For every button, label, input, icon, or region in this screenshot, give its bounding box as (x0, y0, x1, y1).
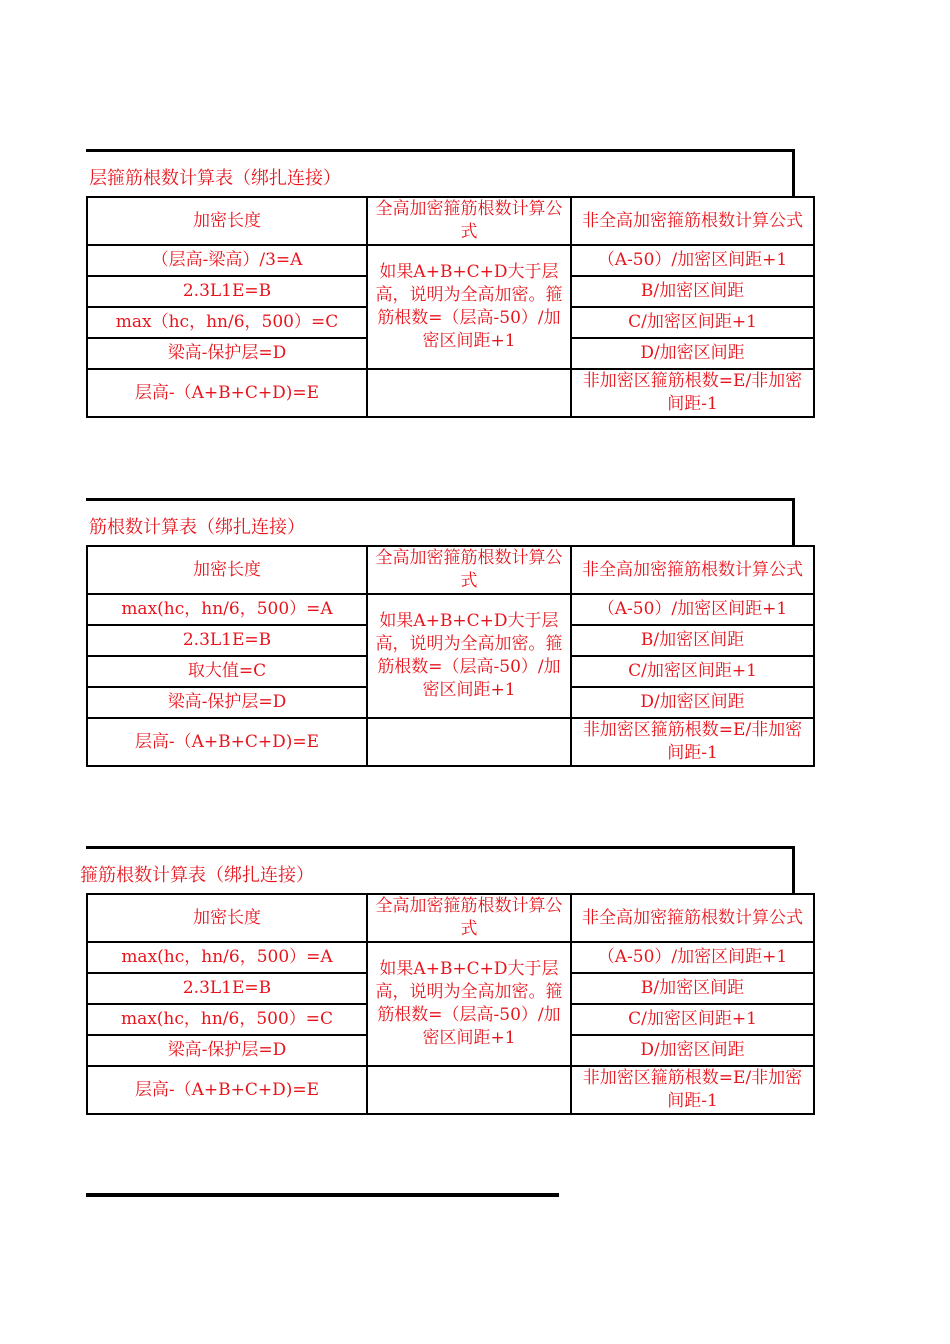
header-full-height-formula: 全高加密箍筋根数计算公式 (367, 546, 571, 594)
header-dense-length: 加密长度 (87, 197, 367, 245)
header-full-height-formula: 全高加密箍筋根数计算公式 (367, 197, 571, 245)
cell-full-height-rule: 如果A+B+C+D大于层高，说明为全高加密。箍筋根数=（层高-50）/加密区间距+1 (367, 942, 571, 1066)
cell-e-count: 非加密区箍筋根数=E/非加密间距-1 (571, 1066, 814, 1114)
cell-d: 梁高-保护层=D (87, 1035, 367, 1066)
cell-c: 取大值=C (87, 656, 367, 687)
cell-a: max(hc，hn/6，500）=A (87, 942, 367, 973)
cell-e: 层高-（A+B+C+D)=E (87, 1066, 367, 1114)
cell-b-count: B/加密区间距 (571, 973, 814, 1004)
table-title: 层箍筋根数计算表（绑扎连接） (89, 168, 341, 189)
stirrup-table-2 (86, 498, 803, 767)
table-title-row (86, 149, 795, 196)
cell-e-count: 非加密区箍筋根数=E/非加密间距-1 (571, 369, 814, 417)
cell-d-count: D/加密区间距 (571, 687, 814, 718)
cell-empty (367, 718, 571, 766)
cell-empty (367, 369, 571, 417)
header-partial-height-formula: 非全高加密箍筋根数计算公式 (571, 197, 814, 245)
cell-d-count: D/加密区间距 (571, 338, 814, 369)
cell-full-height-rule: 如果A+B+C+D大于层高，说明为全高加密。箍筋根数=（层高-50）/加密区间距+1 (367, 594, 571, 718)
cell-a-count: （A-50）/加密区间距+1 (571, 594, 814, 625)
cell-c-count: C/加密区间距+1 (571, 307, 814, 338)
header-full-height-formula: 全高加密箍筋根数计算公式 (367, 894, 571, 942)
cell-d: 梁高-保护层=D (87, 338, 367, 369)
cell-c: max(hc，hn/6，500）=C (87, 1004, 367, 1035)
table-title-row (80, 846, 795, 893)
cell-a-count: （A-50）/加密区间距+1 (571, 245, 814, 276)
stirrup-table-1 (86, 149, 803, 418)
cell-c-count: C/加密区间距+1 (571, 656, 814, 687)
cell-b: 2.3L1E=B (87, 973, 367, 1004)
cell-d-count: D/加密区间距 (571, 1035, 814, 1066)
cell-a: max(hc，hn/6，500）=A (87, 594, 367, 625)
cell-c-count: C/加密区间距+1 (571, 1004, 814, 1035)
header-partial-height-formula: 非全高加密箍筋根数计算公式 (571, 546, 814, 594)
formula-table (86, 893, 815, 1115)
cell-a-count: （A-50）/加密区间距+1 (571, 942, 814, 973)
stirrup-table-3 (80, 846, 803, 1115)
header-dense-length: 加密长度 (87, 894, 367, 942)
header-partial-height-formula: 非全高加密箍筋根数计算公式 (571, 894, 814, 942)
cell-d: 梁高-保护层=D (87, 687, 367, 718)
header-dense-length: 加密长度 (87, 546, 367, 594)
table-title: 箍筋根数计算表（绑扎连接） (80, 865, 314, 886)
formula-table (86, 196, 815, 418)
cell-e-count: 非加密区箍筋根数=E/非加密间距-1 (571, 718, 814, 766)
cell-b: 2.3L1E=B (87, 276, 367, 307)
formula-table (86, 545, 815, 767)
table-title-row (86, 498, 795, 545)
table-title: 筋根数计算表（绑扎连接） (89, 517, 305, 538)
cell-b-count: B/加密区间距 (571, 625, 814, 656)
cell-a: （层高-梁高）/3=A (87, 245, 367, 276)
cell-e: 层高-（A+B+C+D)=E (87, 369, 367, 417)
cell-b: 2.3L1E=B (87, 625, 367, 656)
cell-empty (367, 1066, 571, 1114)
cell-e: 层高-（A+B+C+D)=E (87, 718, 367, 766)
cell-b-count: B/加密区间距 (571, 276, 814, 307)
cell-full-height-rule: 如果A+B+C+D大于层高，说明为全高加密。箍筋根数=（层高-50）/加密区间距+1 (367, 245, 571, 369)
cell-c: max（hc，hn/6，500）=C (87, 307, 367, 338)
bottom-divider (86, 1193, 559, 1197)
